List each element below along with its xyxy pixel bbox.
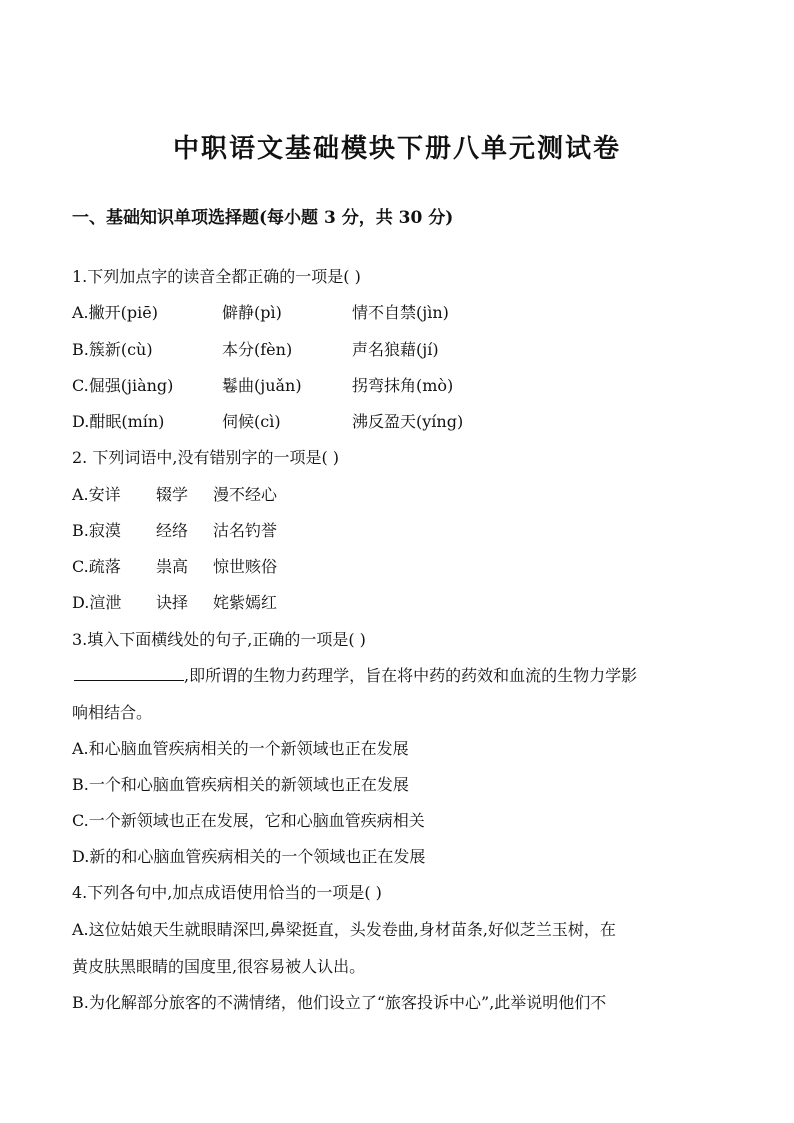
question-3-stem: 3.填入下面横线处的句子,正确的一项是( ) — [72, 630, 366, 649]
q1-option-d-word1: D.酣眠(mín) — [72, 412, 165, 431]
q2-option-b-word3: 沽名钓誉 — [213, 521, 278, 540]
q3-passage-line-2: 响相结合。 — [72, 703, 153, 722]
q1-option-a-word3: 情不自禁(jìn) — [352, 303, 449, 322]
question-2-stem: 2. 下列词语中,没有错别字的一项是( ) — [72, 448, 340, 467]
q4-option-a-line-2: 黄皮肤黑眼睛的国度里,很容易被人认出。 — [72, 957, 366, 976]
q1-option-c-word1: C.倔强(jiàng) — [72, 376, 174, 395]
q3-option-b: B.一个和心脑血管疾病相关的新领域也正在发展 — [72, 775, 409, 794]
q1-option-a-word2: 僻静(pì) — [222, 303, 282, 322]
section-heading: 一、基础知识单项选择题(每小题 3 分，共 30 分) — [72, 208, 454, 228]
q2-option-b-word1: B.寂漠 — [72, 521, 121, 540]
q3-passage-text: ,即所谓的生物力药理学，旨在将中药的药效和血流的生物力学影 — [184, 666, 638, 685]
q1-option-c-word2: 鬈曲(juǎn) — [222, 376, 302, 395]
page-title: 中职语文基础模块下册八单元测试卷 — [172, 134, 621, 164]
question-4-stem: 4.下列各句中,加点成语使用恰当的一项是( ) — [72, 883, 382, 902]
q4-option-a-line-1: A.这位姑娘天生就眼睛深凹,鼻梁挺直，头发卷曲,身材苗条,好似芝兰玉树，在 — [72, 920, 616, 939]
q1-option-b-word3: 声名狼藉(jí) — [352, 340, 439, 359]
q2-option-b-word2: 经络 — [156, 521, 189, 540]
q4-option-b-line-1: B.为化解部分旅客的不满情绪，他们设立了“旅客投诉中心”,此举说明他们不 — [72, 993, 607, 1012]
q2-option-d-word1: D.渲泄 — [72, 593, 122, 612]
q2-option-d-word3: 姹紫嫣红 — [213, 593, 278, 612]
q2-option-c-word2: 祟高 — [156, 557, 189, 576]
q3-passage-line-1 — [74, 663, 637, 686]
q3-option-a: A.和心脑血管疾病相关的一个新领域也正在发展 — [72, 739, 409, 758]
q3-option-d: D.新的和心脑血管疾病相关的一个领域也正在发展 — [72, 847, 426, 866]
q2-option-c-word1: C.疏落 — [72, 557, 121, 576]
q3-option-c: C.一个新领域也正在发展，它和心脑血管疾病相关 — [72, 811, 425, 830]
q2-option-a-word1: A.安详 — [72, 485, 121, 504]
q1-option-c-word3: 拐弯抹角(mò) — [352, 376, 454, 395]
q2-option-c-word3: 惊世赅俗 — [213, 557, 278, 576]
q1-option-b-word2: 本分(fèn) — [222, 340, 293, 359]
q2-option-d-word2: 诀择 — [156, 593, 189, 612]
q1-option-d-word2: 伺候(cì) — [222, 412, 281, 431]
question-1-stem: 1.下列加点字的读音全都正确的一项是( ) — [72, 267, 361, 286]
q1-option-d-word3: 沸反盈天(yíng) — [352, 412, 464, 431]
q2-option-a-word2: 辍学 — [156, 485, 189, 504]
q1-option-a-word1: A.撇开(piē) — [72, 303, 158, 322]
q2-option-a-word3: 漫不经心 — [213, 485, 278, 504]
q1-option-b-word1: B.簇新(cù) — [72, 340, 153, 359]
answer-blank — [74, 666, 184, 681]
